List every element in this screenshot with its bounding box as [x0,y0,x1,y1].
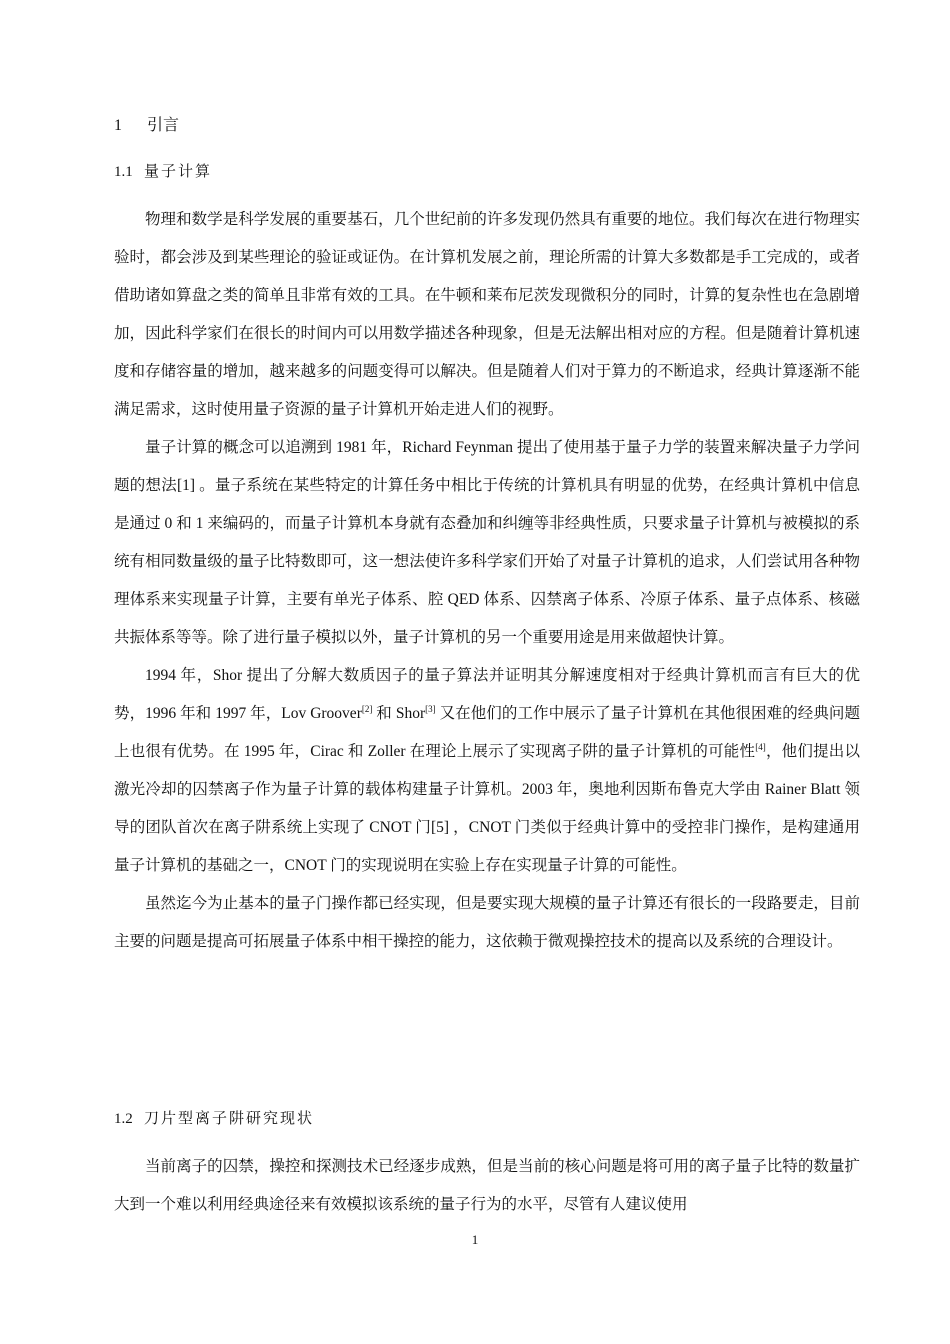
page-number: 1 [471,1232,479,1247]
paragraph-3 [114,657,860,885]
subsection-title: 刀片型离子阱研究现状 [144,1111,315,1127]
paragraph-1: 物理和数学是科学发展的重要基石，几个世纪前的许多发现仍然具有重要的地位。我们每次在进行物理实验时，都会涉及到某些理论的验证或证伪。在计算机发展之前，理论所需的计算大多数都是手工完成的，或者借助诸如算盘之类的简单且非常有效的工具。在牛顿和莱布尼茨发现微积分的同时，计算的复杂性也在急剧增加，因此科学家们在很长的时间内可以用数学描述各种现象，但是无法解出相对应的方程。但是随着计算机速度和存储容量的增加，越来越多的问题变得可以解决。但是随着人们对于算力的不断追求，经典计算逐渐不能满足需求，这时使用量子资源的量子计算机开始走进人们的视野。 [114,211,860,418]
paragraph-3-part-a: 1994 年，Shor 提出了分解大数质因子的量子算法并证明其分解速度相对于经典计算机而言有巨大的优势，1996 年和 1997 年，Lov Groover [114,667,860,722]
paragraph-3-part-d: ，他们提出以激光冷却的囚禁离子作为量子计算的载体构建量子计算机。2003 年，奥地利因斯布鲁克大学由 Rainer Blatt 领导的团队首次在离子阱系统上实现了 CNOT 门[5] ，CNOT 门类似于经典计算中的受控非门操作，是构建通用量子计算机的基础之一，CNOT 门的实现说明在实验上存在实现量子计算的可能性。 [114,743,860,874]
paragraph-4: 虽然迄今为止基本的量子门操作都已经实现，但是要实现大规模的量子计算还有很长的一段路要走，目前主要的问题是提高可拓展量子体系中相干操控的能力，这依赖于微观操控技术的提高以及系统的合理设计。 [114,895,860,950]
citation-3: [3] [425,703,436,714]
subsection-heading-1-2 [114,1109,314,1129]
citation-2: [2] [361,703,373,714]
paragraph-5: 当前离子的囚禁，操控和探测技术已经逐步成熟，但是当前的核心问题是将可用的离子量子比特的数量扩大到一个难以利用经典途径来有效模拟该系统的量子行为的水平，尽管有人建议使用 [114,1158,860,1213]
subsection-number: 1.1 [114,164,133,180]
paragraph-3-part-c: 又在他们的工作中展示了量子计算机在其他很困难的经典问题上也很有优势。在 1995 年，Cirac 和 Zoller 在理论上展示了实现离子阱的量子计算机的可能性 [114,705,860,760]
subsection-number: 1.2 [114,1111,133,1127]
subsection-title: 量子计算 [144,164,213,180]
section-number: 1 [114,117,122,134]
paragraph-2: 量子计算的概念可以追溯到 1981 年，Richard Feynman 提出了使用基于量子力学的装置来解决量子力学问题的想法[1] 。量子系统在某些特定的计算任务中相比于传统的计算机具有明显的优势，在经典计算机中信息是通过 0 和 1 来编码的，而量子计算机本身就有态叠加和纠缠等非经典性质，只要求量子计算机与被模拟的系统有相同数量级的量子比特数即可，这一想法使许多科学家们开始了对量子计算机的追求，人们尝试用各种物理体系来实现量子计算，主要有单光子体系、腔 QED 体系、囚禁离子体系、冷原子体系、量子点体系、核磁共振体系等等。除了进行量子模拟以外，量子计算机的另一个重要用途是用来做超快计算。 [114,439,860,646]
body-text-section-1-1 [114,201,860,961]
section-heading-1 [114,116,179,136]
subsection-heading-1-1 [114,162,212,182]
body-text-section-1-2 [114,1148,860,1224]
paragraph-3-part-b: 和 Shor [372,705,426,722]
citation-4: [4] [755,741,766,752]
section-title: 引言 [147,117,180,134]
